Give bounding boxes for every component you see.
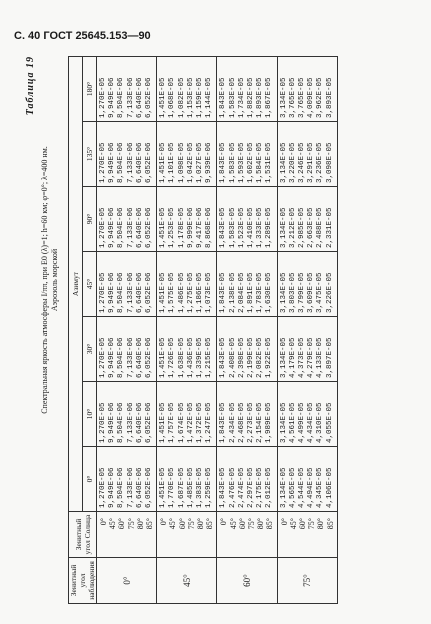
radiance-value: 6,052E-06 (145, 142, 154, 183)
azimuth-header-cell: 45° (83, 252, 97, 317)
radiance-value: 1,523E-05 (237, 207, 246, 248)
radiance-value: 3,291E-05 (307, 142, 316, 183)
radiance-value: 3,098E-05 (325, 142, 334, 183)
sun-angle-value: 45° (288, 518, 298, 530)
radiance-value: 1,098E-05 (177, 142, 186, 183)
radiance-value: 1,259E-05 (205, 467, 214, 508)
radiance-value: 7,133E-06 (126, 337, 135, 378)
radiance-value: 1,630E-05 (265, 272, 274, 313)
radiance-value: 1,270E-05 (99, 272, 107, 313)
radiance-value: 2,082E-05 (256, 337, 265, 378)
value-cell (277, 187, 337, 252)
radiance-value: 4,561E-05 (288, 402, 297, 443)
sun-angle-value: 85° (325, 518, 335, 530)
value-cell (157, 382, 217, 447)
radiance-value: 1,144E-05 (205, 77, 214, 118)
radiance-value: 2,273E-05 (247, 402, 256, 443)
azimuth-header-cell: 180° (83, 57, 97, 122)
radiance-value: 1,893E-05 (256, 77, 265, 118)
radiance-value: 2,488E-05 (316, 207, 325, 248)
radiance-value: 3,134E-05 (279, 337, 288, 378)
radiance-value: 8,504E-06 (117, 272, 126, 313)
radiance-value: 1,770E-05 (168, 467, 177, 508)
sun-angle-value: 45° (228, 518, 238, 530)
radiance-value: 8,504E-06 (117, 337, 126, 378)
radiance-value: 3,134E-05 (279, 77, 288, 118)
sun-angle-value: 80° (196, 518, 206, 530)
value-cell (97, 382, 157, 447)
sun-angle-value: 75° (307, 518, 317, 530)
radiance-value: 1,101E-05 (168, 142, 177, 183)
radiance-value: 8,504E-06 (117, 142, 126, 183)
sun-angle-value: 45° (108, 518, 118, 530)
radiance-value: 4,499E-05 (298, 402, 307, 443)
radiance-value: 3,962E-05 (316, 77, 325, 118)
radiance-value: 1,638E-05 (177, 337, 186, 378)
sun-angle-value: 45° (168, 518, 178, 530)
radiance-value: 2,012E-05 (265, 467, 274, 508)
azimuth-header-cell: 10° (83, 382, 97, 447)
radiance-value: 1,451E-05 (159, 77, 168, 118)
sun-angle-value: 60° (237, 518, 247, 530)
radiance-value: 1,584E-05 (256, 142, 265, 183)
sun-angle-value: 60° (298, 518, 308, 530)
radiance-value: 1,372E-05 (196, 402, 205, 443)
radiance-value: 6,640E-06 (135, 402, 144, 443)
radiance-value: 1,289E-05 (265, 207, 274, 248)
radiance-value: 1,451E-05 (159, 272, 168, 313)
radiance-value: 6,052E-06 (145, 77, 154, 118)
sun-angle-value: 0° (159, 518, 169, 526)
radiance-value: 1,843E-05 (219, 142, 228, 183)
value-cell (157, 187, 217, 252)
radiance-value: 1,687E-05 (177, 467, 186, 508)
sun-angle-value: 75° (126, 518, 136, 530)
radiance-value: 3,765E-05 (288, 77, 297, 118)
header-observation-angle: Зенитный угол наблюдения (69, 558, 97, 604)
radiance-value: 3,765E-05 (298, 77, 307, 118)
radiance-value: 7,133E-06 (126, 142, 135, 183)
sun-angle-value: 85° (205, 518, 215, 530)
radiance-value: 3,246E-05 (298, 142, 307, 183)
table-row (277, 57, 337, 604)
radiance-value: 2,434E-05 (228, 402, 237, 443)
radiance-value: 1,275E-05 (186, 272, 195, 313)
radiance-value: 6,052E-06 (145, 207, 154, 248)
radiance-value: 1,843E-05 (219, 467, 228, 508)
azimuth-header-cell: 30° (83, 317, 97, 382)
sun-angle-value: 85° (265, 518, 275, 530)
radiance-value: 1,583E-05 (228, 77, 237, 118)
radiance-value: 4,345E-05 (316, 467, 325, 508)
sun-angle-value: 80° (135, 518, 145, 530)
sun-angle-cell (97, 512, 157, 558)
radiance-value: 1,253E-05 (168, 207, 177, 248)
value-cell (277, 122, 337, 187)
sun-angle-value: 85° (145, 518, 155, 530)
radiance-value: 3,893E-05 (325, 77, 334, 118)
radiance-value: 6,052E-06 (145, 402, 154, 443)
radiance-value: 2,331E-05 (325, 207, 334, 248)
value-cell (157, 57, 217, 122)
radiance-value: 1,247E-05 (205, 402, 214, 443)
radiance-value: 9,949E-06 (108, 207, 117, 248)
sun-angle-cell (157, 512, 217, 558)
value-cell (217, 122, 277, 187)
radiance-value: 1,383E-05 (196, 467, 205, 508)
value-cell (97, 252, 157, 317)
radiance-value: 1,215E-05 (205, 337, 214, 378)
radiance-value: 1,270E-05 (99, 467, 107, 508)
radiance-value: 8,504E-06 (117, 467, 126, 508)
table-label: Таблица 19 (25, 56, 36, 116)
radiance-value: 8,504E-06 (117, 207, 126, 248)
radiance-value: 4,055E-05 (325, 402, 334, 443)
radiance-value: 6,052E-06 (145, 337, 154, 378)
radiance-value: 1,082E-05 (177, 77, 186, 118)
value-cell (217, 317, 277, 382)
radiance-value: 1,333E-05 (256, 207, 265, 248)
radiance-value: 1,270E-05 (99, 207, 107, 248)
sun-angle-value: 75° (186, 518, 196, 530)
radiance-value: 1,843E-05 (219, 272, 228, 313)
radiance-value: 3,134E-05 (279, 207, 288, 248)
value-cell (97, 317, 157, 382)
radiance-value: 9,949E-06 (108, 337, 117, 378)
sun-angle-value: 60° (117, 518, 127, 530)
radiance-value: 3,609E-05 (307, 272, 316, 313)
radiance-value: 1,153E-05 (186, 77, 195, 118)
radiance-value: 1,451E-05 (159, 337, 168, 378)
radiance-value: 1,891E-05 (247, 272, 256, 313)
radiance-value: 3,220E-05 (288, 142, 297, 183)
sun-angle-cell (217, 512, 277, 558)
table-row (157, 57, 217, 604)
value-cell (217, 187, 277, 252)
radiance-value: 2,297E-05 (247, 467, 256, 508)
radiance-value: 2,154E-05 (256, 402, 265, 443)
table-row (217, 57, 277, 604)
radiance-value: 4,544E-05 (298, 467, 307, 508)
radiance-value: 1,583E-05 (228, 207, 237, 248)
radiance-value: 1,593E-05 (237, 142, 246, 183)
value-cell (157, 317, 217, 382)
radiance-value: 1,583E-05 (228, 142, 237, 183)
radiance-value: 6,640E-06 (135, 142, 144, 183)
data-table (68, 56, 338, 604)
radiance-value: 6,052E-06 (145, 467, 154, 508)
sun-angle-value: 75° (247, 518, 257, 530)
value-cell (277, 57, 337, 122)
value-cell (277, 252, 337, 317)
sun-angle-value: 80° (256, 518, 266, 530)
radiance-value: 3,799E-05 (298, 272, 307, 313)
radiance-value: 1,451E-05 (159, 207, 168, 248)
radiance-value: 1,602E-05 (247, 142, 256, 183)
radiance-value: 1,485E-05 (186, 467, 195, 508)
radiance-value: 3,212E-05 (288, 207, 297, 248)
value-cell (97, 122, 157, 187)
radiance-value: 1,726E-05 (168, 337, 177, 378)
radiance-value: 2,138E-05 (228, 272, 237, 313)
radiance-value: 7,133E-06 (126, 272, 135, 313)
observation-angle-cell: 45° (157, 558, 217, 604)
radiance-value: 1,843E-05 (219, 207, 228, 248)
observation-angle-cell: 60° (217, 558, 277, 604)
value-cell (217, 382, 277, 447)
radiance-value: 1,674E-05 (177, 402, 186, 443)
radiance-value: 1,436E-05 (186, 337, 195, 378)
radiance-value: 3,226E-05 (325, 272, 334, 313)
radiance-value: 8,504E-06 (117, 77, 126, 118)
radiance-value: 3,134E-05 (279, 402, 288, 443)
azimuth-header-cell: 0° (83, 447, 97, 512)
value-cell (217, 252, 277, 317)
azimuth-header-cell: 135° (83, 122, 97, 187)
radiance-value: 4,009E-05 (307, 77, 316, 118)
sun-angle-value: 0° (279, 518, 289, 526)
table-row (97, 57, 157, 604)
radiance-value: 1,073E-05 (205, 272, 214, 313)
radiance-value: 4,494E-05 (307, 467, 316, 508)
radiance-value: 3,897E-05 (325, 337, 334, 378)
value-cell (157, 252, 217, 317)
radiance-value: 7,133E-06 (126, 77, 135, 118)
radiance-value: 6,640E-06 (135, 272, 144, 313)
radiance-value: 1,757E-05 (168, 402, 177, 443)
radiance-value: 1,339E-05 (196, 337, 205, 378)
radiance-value: 3,134E-05 (279, 272, 288, 313)
table-caption (40, 70, 60, 490)
value-cell (217, 447, 277, 512)
value-cell (97, 57, 157, 122)
radiance-value: 1,531E-05 (265, 142, 274, 183)
radiance-value: 9,949E-06 (108, 402, 117, 443)
radiance-value: 1,270E-05 (99, 77, 107, 118)
radiance-value: 1,410E-05 (247, 207, 256, 248)
header-sun-angle: Зенитный угол Солнца (69, 512, 97, 558)
table-body (97, 57, 338, 604)
radiance-value: 9,949E-06 (108, 272, 117, 313)
rotated-table-area (22, 50, 412, 610)
sun-angle-value: 0° (219, 518, 229, 526)
radiance-value: 9,949E-06 (108, 467, 117, 508)
radiance-value: 1,042E-05 (186, 142, 195, 183)
radiance-value: 2,663E-05 (307, 207, 316, 248)
radiance-value: 1,159E-05 (196, 77, 205, 118)
radiance-value: 9,949E-06 (108, 142, 117, 183)
radiance-value: 2,175E-05 (256, 467, 265, 508)
radiance-value: 4,106E-05 (325, 467, 334, 508)
caption-line-2: Аэрозоль морской (50, 248, 59, 312)
radiance-value: 1,989E-05 (265, 402, 274, 443)
value-cell (97, 447, 157, 512)
radiance-value: 4,310E-05 (316, 402, 325, 443)
radiance-value: 2,398E-05 (237, 337, 246, 378)
radiance-value: 2,199E-05 (247, 337, 256, 378)
radiance-value: 1,472E-05 (186, 402, 195, 443)
radiance-value: 1,270E-05 (99, 142, 107, 183)
radiance-value: 4,133E-05 (316, 337, 325, 378)
radiance-value: 1,843E-05 (219, 337, 228, 378)
value-cell (157, 447, 217, 512)
radiance-value: 9,999E-06 (186, 207, 195, 248)
radiance-value: 7,133E-06 (126, 467, 135, 508)
sun-angle-cell (277, 512, 337, 558)
header-azimuth: Азимут (69, 57, 83, 512)
radiance-value: 2,476E-05 (228, 467, 237, 508)
radiance-value: 1,843E-05 (219, 402, 228, 443)
radiance-value: 1,027E-05 (196, 142, 205, 183)
radiance-value: 1,783E-05 (256, 272, 265, 313)
radiance-value: 1,186E-05 (196, 272, 205, 313)
radiance-value: 1,922E-05 (265, 337, 274, 378)
radiance-value: 6,640E-06 (135, 467, 144, 508)
page-header: С. 40 ГОСТ 25645.153—90 (14, 30, 151, 42)
radiance-value: 3,803E-05 (288, 272, 297, 313)
observation-angle-cell: 75° (277, 558, 337, 604)
azimuth-header-cell: 90° (83, 187, 97, 252)
radiance-value: 1,843E-05 (219, 77, 228, 118)
radiance-value: 9,417E-06 (196, 207, 205, 248)
radiance-value: 1,068E-05 (168, 77, 177, 118)
radiance-value: 3,134E-05 (279, 467, 288, 508)
caption-line-1: Спектральная яркость атмосферы I/ππ, при E0 (λ)=1; h=60 км; φ=0°; λ=400 нм. (40, 146, 49, 414)
radiance-value: 4,565E-05 (288, 467, 297, 508)
radiance-value: 7,133E-06 (126, 207, 135, 248)
value-cell (157, 122, 217, 187)
radiance-value: 2,408E-05 (228, 337, 237, 378)
radiance-value: 4,279E-05 (307, 337, 316, 378)
radiance-value: 2,084E-05 (237, 272, 246, 313)
radiance-value: 4,373E-05 (298, 337, 307, 378)
radiance-value: 6,640E-06 (135, 77, 144, 118)
radiance-value: 1,575E-05 (168, 272, 177, 313)
radiance-value: 7,133E-06 (126, 402, 135, 443)
radiance-value: 1,734E-05 (237, 77, 246, 118)
radiance-value: 8,504E-06 (117, 402, 126, 443)
radiance-value: 8,868E-06 (205, 207, 214, 248)
radiance-value: 6,640E-06 (135, 207, 144, 248)
radiance-value: 9,949E-06 (108, 77, 117, 118)
sun-angle-value: 80° (316, 518, 326, 530)
radiance-value: 1,867E-05 (265, 77, 274, 118)
radiance-value: 1,178E-05 (177, 207, 186, 248)
radiance-value: 6,052E-06 (145, 272, 154, 313)
radiance-value: 1,451E-05 (159, 467, 168, 508)
radiance-value: 9,939E-06 (205, 142, 214, 183)
radiance-value: 1,451E-05 (159, 402, 168, 443)
radiance-value: 3,134E-05 (279, 142, 288, 183)
radiance-value: 1,882E-05 (247, 77, 256, 118)
radiance-value: 2,468E-05 (237, 402, 246, 443)
radiance-value: 4,179E-05 (288, 337, 297, 378)
radiance-value: 1,486E-05 (177, 272, 186, 313)
radiance-value: 1,451E-05 (159, 142, 168, 183)
value-cell (277, 382, 337, 447)
value-cell (277, 447, 337, 512)
radiance-value: 2,985E-05 (298, 207, 307, 248)
radiance-value: 6,640E-06 (135, 337, 144, 378)
radiance-value: 1,270E-05 (99, 337, 107, 378)
radiance-value: 2,474E-05 (237, 467, 246, 508)
radiance-value: 1,270E-05 (99, 402, 107, 443)
sun-angle-value: 60° (177, 518, 187, 530)
value-cell (217, 57, 277, 122)
radiance-value: 3,236E-05 (316, 142, 325, 183)
value-cell (277, 317, 337, 382)
radiance-value: 3,475E-05 (316, 272, 325, 313)
value-cell (97, 187, 157, 252)
sun-angle-value: 0° (99, 518, 108, 526)
observation-angle-cell: 0° (97, 558, 157, 604)
radiance-value: 4,434E-05 (307, 402, 316, 443)
